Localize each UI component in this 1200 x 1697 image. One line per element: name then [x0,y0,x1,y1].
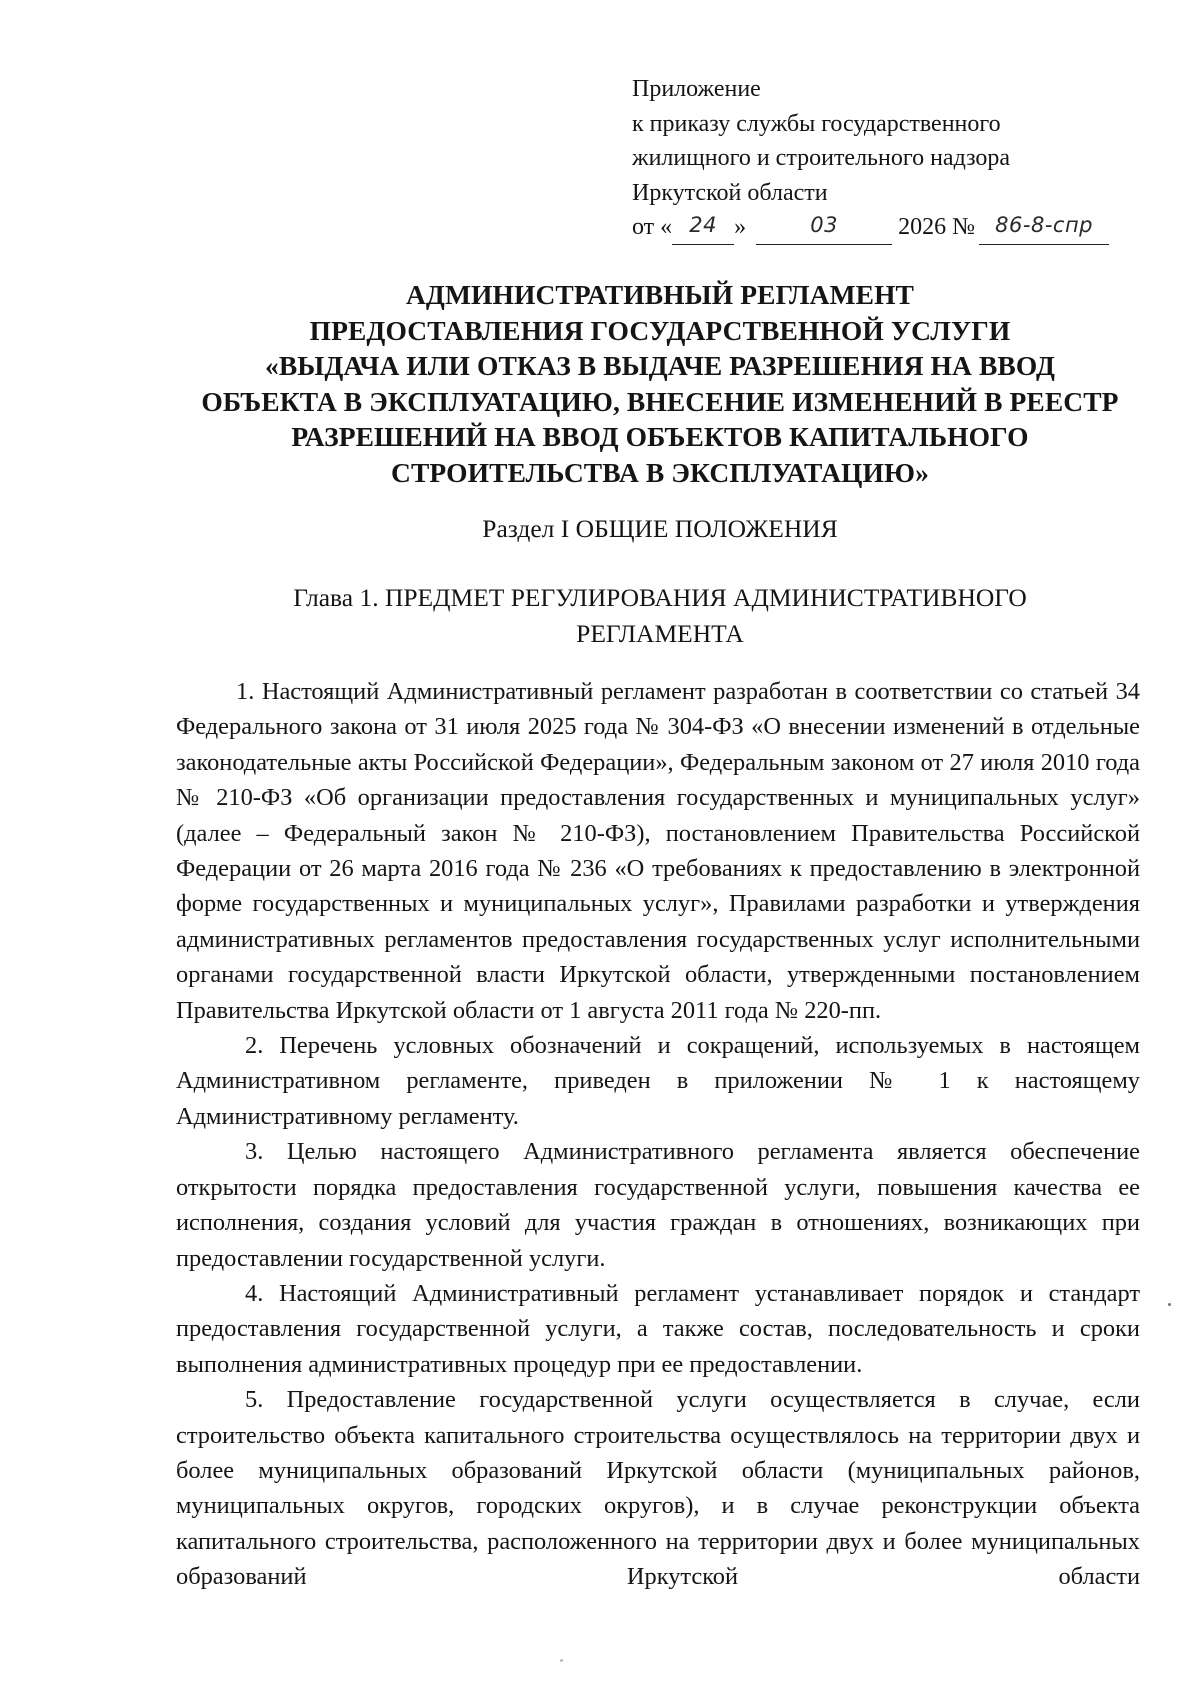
attachment-agency-line: жилищного и строительного надзора [632,145,1011,171]
attachment-block [632,72,1152,245]
paragraph-5: 5. Предоставление государственной услуги осуществляется в случае, если строительство объекта капитального строительства осуществлялось на территории двух и более муниципальных образований Иркутской области (муниципальных районов, муниципальных округов, городских округов), и в случае реконструкции объекта капитального строительства, расположенного на территории двух и более муниципальных образований Иркутской области [176,1386,1140,1591]
document-body [176,674,1140,1595]
paragraph-3: 3. Целью настоящего Административного регламента является обеспечение открытости порядка предоставления государственной услуги, повышения качества ее исполнения, создания условий для участия граждан в отношениях, возникающих при предоставлении государственной услуги. [176,1138,1140,1272]
date-mid: » [734,214,747,240]
date-year-number: 2026 № [898,214,976,240]
title-line: АДМИНИСТРАТИВНЫЙ РЕГЛАМЕНТ [405,279,915,310]
attachment-region-line: Иркутской области [632,179,828,206]
attachment-order-line: к приказу службы государственного [632,110,1001,137]
chapter-heading-line: Глава 1. ПРЕДМЕТ РЕГУЛИРОВАНИЯ АДМИНИСТРАТИВНОГО [293,583,1027,612]
document-title [160,277,1160,490]
paragraph-2: 2. Перечень условных обозначений и сокращений, используемых в настоящем Административном регламенте, приведен в приложении № 1 к настоящему Административному регламенту. [176,1032,1140,1130]
date-day-handwritten: 24 [689,213,718,237]
attachment-label: Приложение [632,76,761,102]
paragraph-4: 4. Настоящий Административный регламент устанавливает порядок и стандарт предоставления государственной услуги, а также состав, последовательность и сроки выполнения административных процедур при ее предоставлении. [176,1279,1140,1378]
scan-speck [1168,1303,1171,1306]
title-line: РАЗРЕШЕНИЙ НА ВВОД ОБЪЕКТОВ КАПИТАЛЬНОГО [291,421,1029,452]
date-prefix: от « [632,214,673,240]
attachment-date-line [632,210,1152,245]
title-line: СТРОИТЕЛЬСТВА В ЭКСПЛУАТАЦИЮ» [391,456,929,488]
date-month-handwritten: 03 [810,213,839,237]
date-month-field [756,213,892,245]
date-day-field [672,213,734,245]
title-line: «ВЫДАЧА ИЛИ ОТКАЗ В ВЫДАЧЕ РАЗРЕШЕНИЯ НА ВВОД [265,350,1055,381]
chapter-heading [160,580,1160,651]
chapter-heading-line: РЕГЛАМЕНТА [576,618,744,648]
paragraph-1: 1. Настоящий Административный регламент разработан в соответствии со статьей 34 Федерального закона от 31 июля 2025 года № 304-ФЗ «О внесении изменений в отдельные законодательные акты Российской Федерации», Федеральным законом от 27 июля 2010 года № 210-ФЗ «Об организации предоставления государственных и муниципальных услуг» (далее – Федеральный закон № 210-ФЗ), постановлением Правительства Российской Федерации от 26 марта 2016 года № 236 «О требованиях к предоставлению в электронной форме государственных и муниципальных услуг», Правилами разработки и утверждения административных регламентов предоставления государственных услуг исполнительными органами государственной власти Иркутской области, утвержденными постановлением Правительства Иркутской области от 1 августа 2011 года № 220-пп. [176,678,1140,1024]
scan-speck [560,1659,563,1662]
order-number-field [979,213,1109,245]
section-heading: Раздел I ОБЩИЕ ПОЛОЖЕНИЯ [482,514,838,543]
order-number-handwritten: 86-8-спр [995,213,1093,237]
title-line: ПРЕДОСТАВЛЕНИЯ ГОСУДАРСТВЕННОЙ УСЛУГИ [309,314,1011,346]
title-line: ОБЪЕКТА В ЭКСПЛУАТАЦИЮ, ВНЕСЕНИЕ ИЗМЕНЕНИЙ В РЕЕСТР [201,385,1119,417]
